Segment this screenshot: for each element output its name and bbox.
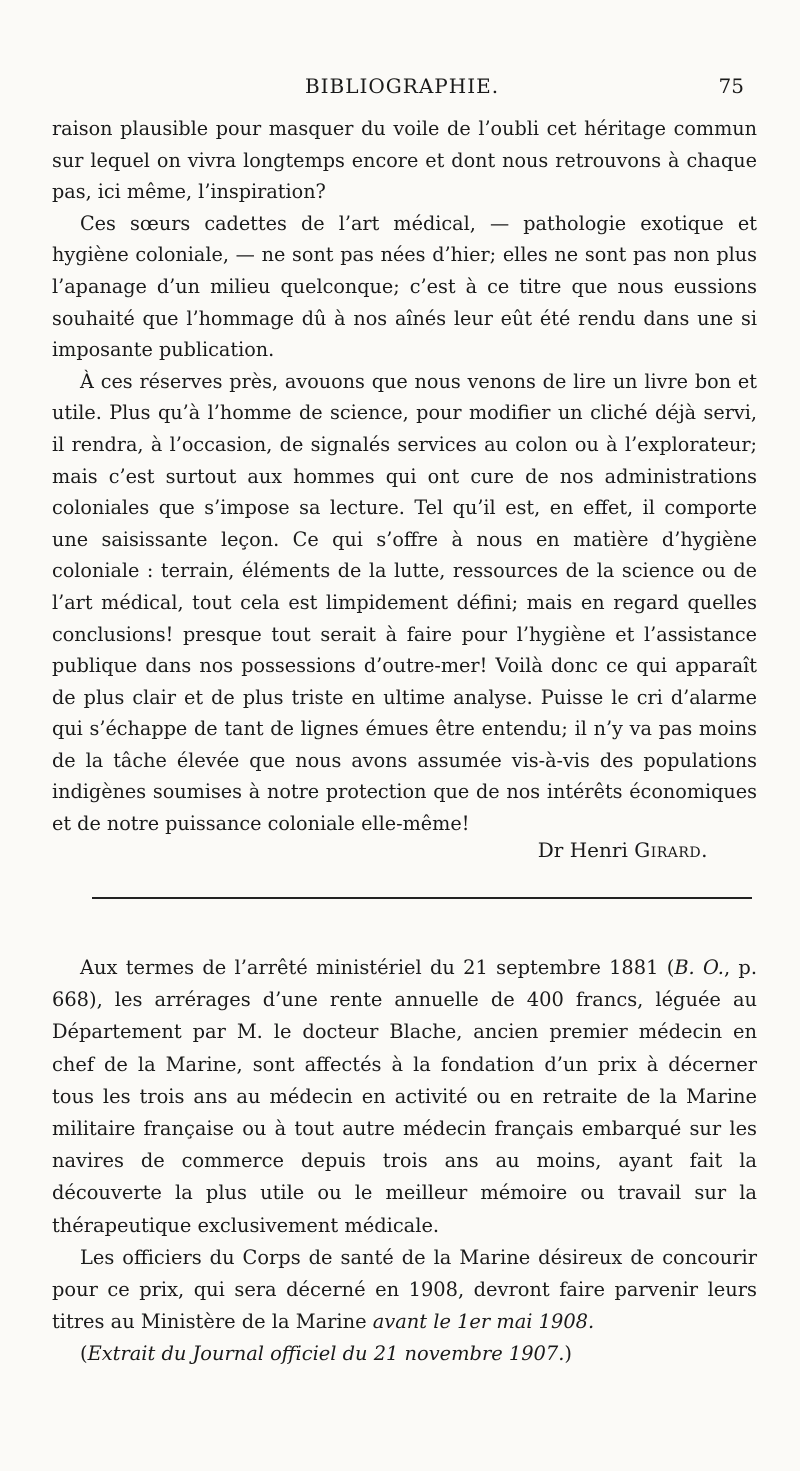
notice-p2-start: Les officiers du Corps de santé de la Marine désireux de concourir pour ce prix, qui sera décerné en 1908, devront faire parvenir leurs titres au Ministère de la Marine [52,1245,757,1334]
signature-title: Dr [537,838,564,862]
notice-paragraph-1 [52,952,757,1242]
running-header [52,72,752,106]
page-number: 75 [718,74,744,98]
review-signature [538,838,708,862]
signature-last-name: Girard. [634,838,708,862]
notice-p1-end: , p. 668), les arrérages d’une rente annuelle de 400 francs, léguée au Département par M. le docteur Blache, ancien premier médecin en chef de la Marine, sont affectés à la fondation d’un prix à décerner tous les trois ans au médecin en activité ou en retraite de la Marine militaire française ou à tout autre médecin français embarqué sur les navires de commerce depuis trois ans au moins, ayant fait la découverte la plus utile ou le meilleur mémoire ou travail sur la thérapeutique exclusivement médicale. [52,956,757,1237]
review-paragraph-2: Ces sœurs cadettes de l’art médical, — pathologie exotique et hygiène coloniale, — ne sont pas nées d’hier; elles ne sont pas non plus l’apanage d’un milieu quelconque; c’est à ce titre que nous eussions souhaité que l’hommage dû à nos aînés leur eût été rendu dans une si imposante publication. [52,211,757,362]
notice-citation [52,1338,757,1370]
section-divider [92,897,752,899]
review-paragraph-1: raison plausible pour masquer du voile de l’oubli cet héritage commun sur lequel on vivra longtemps encore et dont nous retrouvons à chaque pas, ici même, l’inspiration? [52,117,757,204]
review-paragraph-3: À ces réserves près, avouons que nous venons de lire un livre bon et utile. Plus qu’à l’homme de science, pour modifier un cliché déjà servi, il rendra, à l’occasion, de signalés services au colon ou à l’explorateur; mais c’est surtout aux hommes qui ont cure de nos administrations coloniales que s’impose sa lecture. Tel qu’il est, en effet, il comporte une saisissante leçon. Ce qui s’offre à nous en matière d’hygiène coloniale : terrain, éléments de la lutte, ressources de la science ou de l’art médical, tout cela est limpidement défini; mais en regard quelles conclusions! presque tout serait à faire pour l’hygiène et l’assistance publique dans nos possessions d’outre-mer! Voilà donc ce qui apparaît de plus clair et de plus triste en ultime analyse. Puisse le cri d’alarme qui s’échappe de tant de lignes émues être entendu; il n’y va pas moins de la tâche élevée que nous avons assumée vis-à-vis des populations indigènes soumises à notre protection que de nos intérêts économiques et de notre puissance coloniale elle-même! [52,369,757,836]
notice-paragraph-2 [52,1242,757,1339]
notice-deadline: avant le 1er mai 1908. [372,1310,595,1334]
citation-text: Extrait du Journal officiel du 21 novembre 1907. [87,1342,565,1366]
notice-reference: B. O. [674,956,724,979]
notice-p1-start: Aux termes de l’arrêté ministériel du 21 septembre 1881 ( [80,956,675,979]
signature-first-name: Henri [569,838,628,862]
review-continuation [52,113,757,840]
prize-notice [52,952,757,1371]
running-title: BIBLIOGRAPHIE. [304,74,500,98]
citation-close: ) [564,1342,572,1366]
citation-open: ( [80,1342,88,1366]
